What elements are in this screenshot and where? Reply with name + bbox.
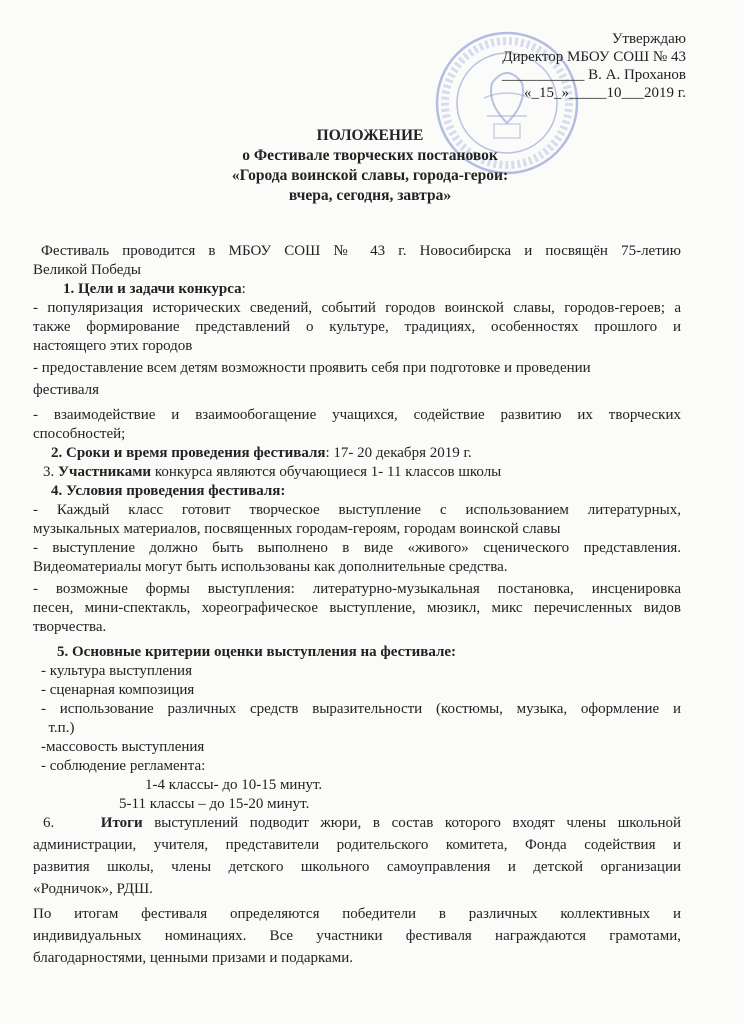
document-title <box>150 126 590 206</box>
text-line: - предоставление всем детям возможности проявить себя при подготовке и проведении <box>33 360 591 376</box>
section5-heading: 5. Основные критерии оценки выступления на фестивале: <box>57 644 457 660</box>
criteria-item: - использование различных средств выразительности (костюмы, музыка, оформление и <box>41 701 681 717</box>
approval-line: «_15_»_____10___2019 г. <box>524 85 686 101</box>
text-line: развития школы, члены детского школьного самоуправления и детской организации <box>33 859 681 875</box>
text-line: администрации, учителя, представители родительского комитета, Фонда содействия и <box>33 837 681 853</box>
text-line: музыкальных материалов, посвященных городам-героям, городам воинской славы <box>33 521 561 537</box>
section6-line <box>33 814 681 833</box>
text-line: фестиваля <box>33 382 100 398</box>
approval-line: Директор МБОУ СОШ № 43 <box>502 49 686 65</box>
text-line: настоящего этих городов <box>33 338 193 354</box>
text-line: «Родничок», РДШ. <box>33 881 153 897</box>
section3-number: 3. <box>43 464 58 480</box>
text-line: - популяризация исторических сведений, событий городов воинской славы, городов-героев; а <box>33 300 681 316</box>
criteria-item: -массовость выступления <box>41 739 205 755</box>
section6-number: 6. <box>43 815 101 831</box>
criteria-item: - соблюдение регламента: <box>41 758 206 774</box>
criteria-item: - культура выступления <box>41 663 192 679</box>
text-line: Видеоматериалы могут быть использованы как дополнительные средства. <box>33 559 508 575</box>
section1-colon: : <box>241 281 246 297</box>
closing-line: индивидуальных номинациях. Все участники фестиваля награждаются грамотами, <box>33 928 681 944</box>
criteria-item: - сценарная композиция <box>41 682 195 698</box>
approval-line: ___________ В. А. Проханов <box>501 67 686 83</box>
document-body <box>33 242 681 968</box>
section6-text: выступлений подводит жюри, в состав которого входят члены школьной <box>142 815 682 831</box>
title-line: о Фестивале творческих постановок <box>242 147 498 164</box>
section2-text: : 17- 20 декабря 2019 г. <box>325 445 472 461</box>
intro-line: Великой Победы <box>33 262 141 278</box>
text-line: также формирование представлений о культуре, традициях, особенностях прошлого и <box>33 319 681 335</box>
section4-heading: 4. Условия проведения фестиваля: <box>51 483 286 499</box>
text-line: - Каждый класс готовит творческое выступление с использованием литературных, <box>33 502 681 518</box>
approval-line: Утверждаю <box>611 31 686 47</box>
section6-bold: Итоги <box>100 815 143 831</box>
text-line: - выступление должно быть выполнено в виде «живого» сценического представления. <box>33 540 681 556</box>
text-line: творчества. <box>33 619 107 635</box>
approval-block <box>502 30 686 102</box>
title-line: вчера, сегодня, завтра» <box>288 187 452 204</box>
intro-line: Фестиваль проводится в МБОУ СОШ № 43 г. Новосибирска и посвящён 75-летию <box>41 243 681 259</box>
regulation-item: 5-11 классы – до 15-20 минут. <box>119 796 310 812</box>
section-heading <box>33 280 681 299</box>
text-line: - взаимодействие и взаимообогащение учащихся, содействие развитию их творческих <box>33 407 681 423</box>
text-line: песен, мини-спектакль, хореографическое выступление, мюзикл, микс перечисленных видов <box>33 600 681 616</box>
section1-heading: 1. Цели и задачи конкурса <box>63 281 242 297</box>
text-line: способностей; <box>33 426 126 442</box>
closing-line: благодарностями, ценными призами и подарками. <box>33 950 354 966</box>
section2-line <box>33 444 681 463</box>
closing-line: По итогам фестиваля определяются победители в различных коллективных и <box>33 906 681 922</box>
criteria-item: т.п.) <box>41 720 75 736</box>
section3-bold: Участниками <box>58 464 152 480</box>
section2-heading: 2. Сроки и время проведения фестиваля <box>51 445 326 461</box>
title-line: «Города воинской славы, города-герои: <box>231 167 509 184</box>
text-line: - возможные формы выступления: литературно-музыкальная постановка, инсценировка <box>33 581 681 597</box>
title-line: ПОЛОЖЕНИЕ <box>316 127 424 144</box>
regulation-item: 1-4 классы- до 10-15 минут. <box>145 777 323 793</box>
section3-text: конкурса являются обучающиеся 1- 11 классов школы <box>151 464 502 480</box>
section3-line <box>33 463 681 482</box>
